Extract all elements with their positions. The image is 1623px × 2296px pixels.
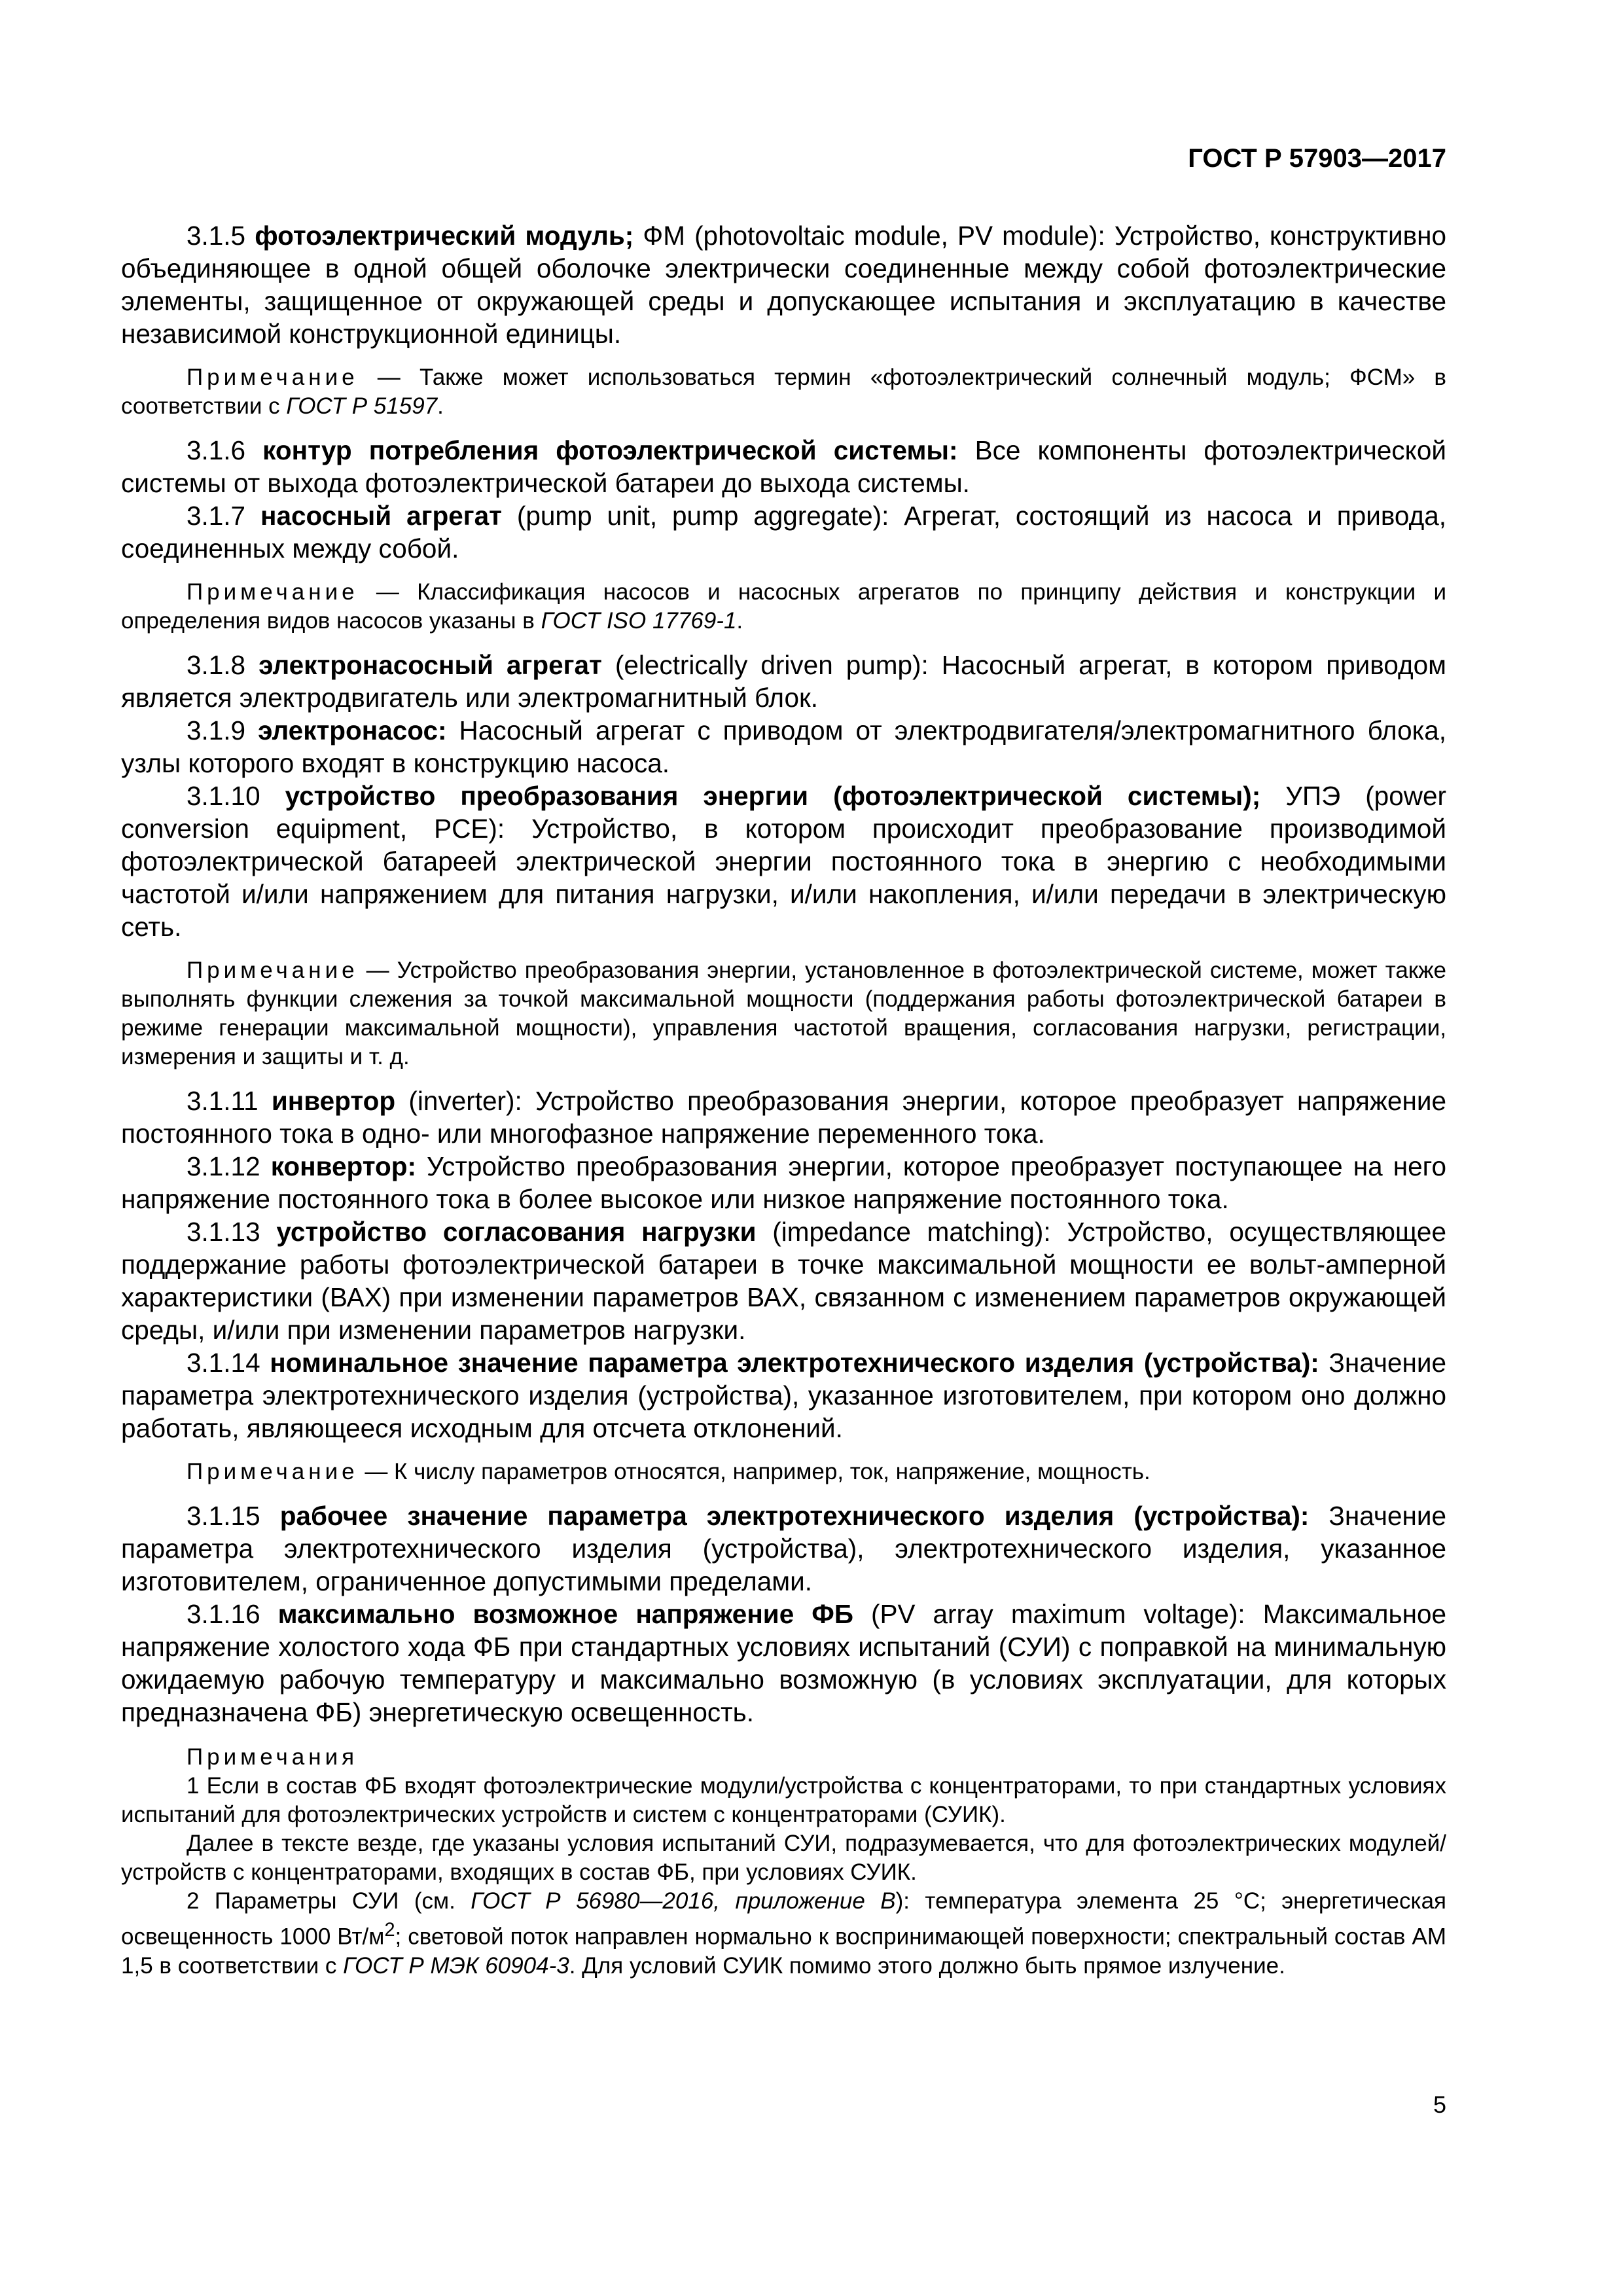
page-number: 5: [1433, 2091, 1446, 2118]
document-header: ГОСТ Р 57903—2017: [1188, 144, 1446, 173]
term-3-1-6: 3.1.6 контур потребления фотоэлектрической системы: Все компоненты фотоэлектрической системы от выхода фотоэлектрической батареи до выхода системы.: [121, 435, 1446, 498]
term-3-1-14: 3.1.14 номинальное значение параметра электротехнического изделия (устройства): Значение параметра электротехнического изделия (устройства), указанное изготовителем, при котором оно должно работать, являющееся исходным для отсчета отклонений.: [121, 1348, 1446, 1443]
note: Примечание — Устройство преобразования энергии, установленное в фотоэлектрической системе, может также выполнять функции слежения за точкой максимальной мощности (поддержания работы фотоэлектрической батареи в режиме генерации максимальной мощности), управления частотой вращения, согласования нагрузки, регистрации, измерения и защиты и т. д.: [121, 958, 1447, 1069]
note: Примечание — Также может использоваться термин «фотоэлектрический солнечный модуль; ФСМ» в соответствии с ГОСТ Р 51597.: [121, 365, 1447, 419]
document-body: [121, 131, 1446, 1981]
note-item: 2 Параметры СУИ (см. ГОСТ Р 56980—2016, приложение В): температура элемента 25 °С; энергетическая освещенность 1000 $Вт/м^2$; световой поток направлен нормально к воспринимающей поверхности; спектральный состав АМ 1,5 в соответствии с ГОСТ Р МЭК 60904-3. Для условий СУИК помимо этого должно быть прямое излучение.: [121, 1888, 1446, 1979]
term-3-1-5: 3.1.5 фотоэлектрический модуль; ФМ (photovoltaic module, PV module): Устройство, конструктивно объединяющее в одной общей оболочке электрически соединенные между собой фотоэлектрические элементы, защищенное от окружающей среды и допускающее испытания и эксплуатацию в качестве независимой конструкционной единицы.: [121, 221, 1446, 349]
term-3-1-10: 3.1.10 устройство преобразования энергии (фотоэлектрической системы); УПЭ (power conversion equipment, PCE): Устройство, в котором происходит преобразование производимой фотоэлектрической батареей электрической энергии постоянного тока в энергию с необходимыми частотой и/или напряжением для питания нагрузки, и/или накопления, и/или передачи в электрическую сеть.: [121, 781, 1446, 942]
term-3-1-9: 3.1.9 электронасос: Насосный агрегат с приводом от электродвигателя/электромагнитного блока, узлы которого входят в конструкцию насоса.: [121, 715, 1446, 778]
note: Примечание — К числу параметров относятся, например, ток, напряжение, мощность.: [187, 1459, 1150, 1484]
note-item: 1 Если в состав ФБ входят фотоэлектрические модули/устройства с концентраторами, то при стандартных условиях испытаний для фотоэлектрических устройств и систем с концентраторами (СУИК).: [121, 1773, 1446, 1827]
note: Примечание — Классификация насосов и насосных агрегатов по принципу действия и конструкции и определения видов насосов указаны в ГОСТ ISO 17769-1.: [121, 579, 1447, 634]
term-3-1-13: 3.1.13 устройство согласования нагрузки (impedance matching): Устройство, осуществляющее поддержание работы фотоэлектрической батареи в точке максимальной мощности ее вольт-амперной характеристики (ВАХ) при изменении параметров ВАХ, связанном с изменением параметров окружающей среды, и/или при изменении параметров нагрузки.: [121, 1217, 1446, 1345]
term-3-1-15: 3.1.15 рабочее значение параметра электротехнического изделия (устройства): Значение параметра электротехнического изделия (устройства), электротехнического изделия, указанное изготовителем, ограниченное допустимыми пределами.: [121, 1501, 1446, 1596]
term-3-1-8: 3.1.8 электронасосный агрегат (electrically driven pump): Насосный агрегат, в котором приводом является электродвигатель или электромагнитный блок.: [121, 650, 1446, 713]
term-3-1-7: 3.1.7 насосный агрегат (pump unit, pump aggregate): Агрегат, состоящий из насоса и привода, соединенных между собой.: [121, 501, 1446, 564]
notes-heading: Примечания: [187, 1744, 359, 1770]
term-3-1-12: 3.1.12 конвертор: Устройство преобразования энергии, которое преобразует поступающее на него напряжение постоянного тока в более высокое или низкое напряжение постоянного тока.: [121, 1151, 1446, 1214]
term-3-1-11: 3.1.11 инвертор (inverter): Устройство преобразования энергии, которое преобразует напряжение постоянного тока в одно- или многофазное напряжение переменного тока.: [121, 1086, 1446, 1149]
term-3-1-16: 3.1.16 максимально возможное напряжение ФБ (PV array maximum voltage): Максимальное напряжение холостого хода ФБ при стандартных условиях испытаний (СУИ) с поправкой на минимальную ожидаемую рабочую температуру и максимально возможную (в условиях эксплуатации, для которых предназначена ФБ) энергетическую освещенность.: [121, 1599, 1446, 1727]
note-item: Далее в тексте везде, где указаны условия испытаний СУИ, подразумевается, что для фотоэлектрических модулей/устройств с концентраторами, входящих в состав ФБ, при условиях СУИК.: [121, 1831, 1446, 1885]
